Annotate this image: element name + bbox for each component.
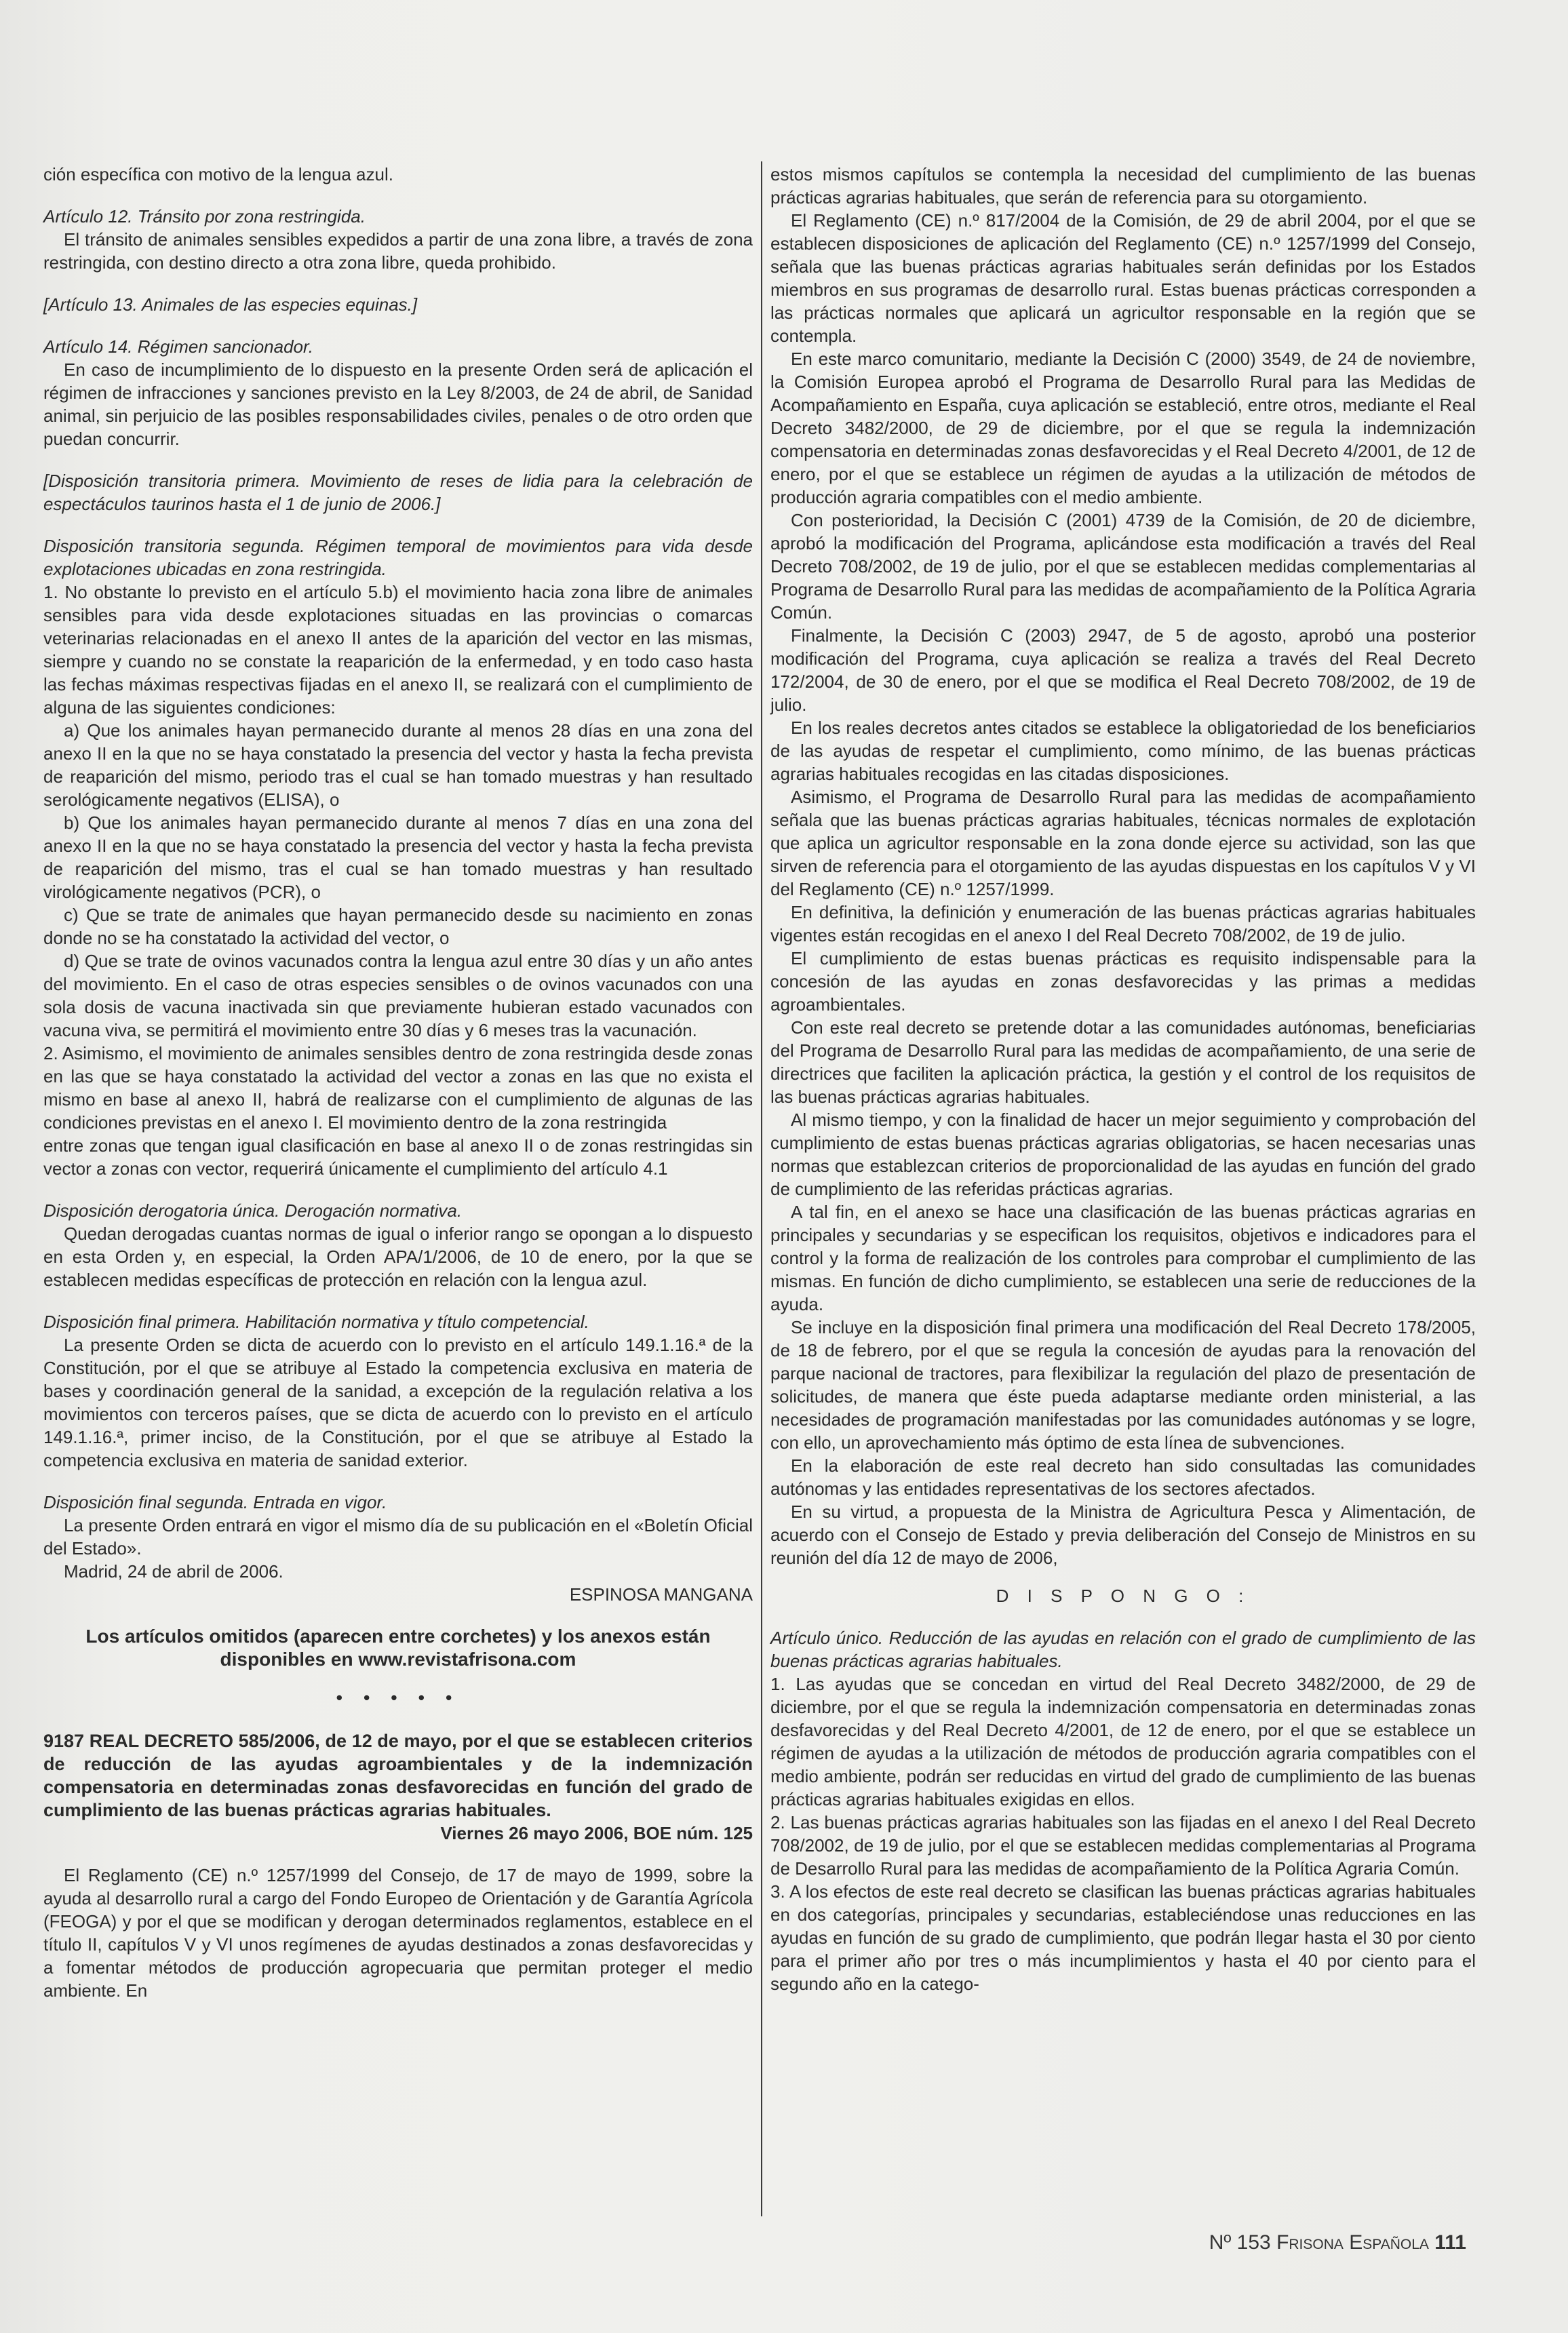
section-heading: Disposición final primera. Habilitación normativa y título competencial.: [43, 1312, 589, 1332]
separator-dots: • • • • •: [336, 1687, 460, 1708]
paragraph: En su virtud, a propuesta de la Ministra de Agricultura Pesca y Alimentación, de acuerdo con el Consejo de Estado y previa deliberación del Consejo de Ministros en su reunión del día 12 de mayo de 2006,: [770, 1502, 1476, 1568]
paragraph: Finalmente, la Decisión C (2003) 2947, de 5 de agosto, aprobó una posterior modificación del Programa, cuya aplicación se realiza a través del Real Decreto 172/2004, de 30 de enero, por el que se modifica el Real Decreto 708/2002, de 19 de julio.: [770, 625, 1476, 715]
paragraph: En los reales decretos antes citados se establece la obligatoriedad de los beneficiarios de las ayudas de respetar el cumplimiento, como mínimo, de las buenas prácticas agrarias habituales recogidas en las citadas disposiciones.: [770, 718, 1476, 784]
paragraph: c) Que se trate de animales que hayan permanecido desde su nacimiento en zonas donde no se ha constatado la actividad del vector, o: [43, 905, 753, 948]
paragraph: El Reglamento (CE) n.º 817/2004 de la Comisión, de 29 de abril 2004, por el que se establecen disposiciones de aplicación del Reglamento (CE) n.º 1257/1999 del Consejo, señala que las buenas prácticas agrarias habituales serán definidas por los Estados miembros en sus programas de desarrollo rural. Estas buenas prácticas corresponden a las prácticas normales que aplicará un agricultor responsable en la región que se contempla.: [770, 210, 1476, 346]
paragraph: Madrid, 24 de abril de 2006.: [64, 1561, 283, 1582]
page-number: 111: [1434, 2231, 1466, 2254]
numbered-paragraph: entre zonas que tengan igual clasificación en base al anexo II o de zonas restringidas sin vector a zonas con vector, requerirá únicamente el cumplimiento del artículo 4.1: [43, 1135, 753, 1179]
publication-date: Viernes 26 mayo 2006, BOE núm. 125: [440, 1823, 753, 1843]
paragraph: En definitiva, la definición y enumeración de las buenas prácticas agrarias habituales vigentes están recogidas en el anexo I del Real Decreto 708/2002, de 19 de julio.: [770, 902, 1476, 945]
paragraph: En este marco comunitario, mediante la Decisión C (2000) 3549, de 24 de noviembre, la Comisión Europea aprobó el Programa de Desarrollo Rural para las Medidas de Acompañamiento en España, cuya aplicación se estableció, entre otros, mediante el Real Decreto 3482/2000, de 29 de diciembre, por el que se regula la indemnización compensatoria en determinadas zonas desfavorecidas y el Real Decreto 4/2001, de 12 de enero, por el que se establece un régimen de ayudas a la utilización de métodos de producción agraria compatibles con el medio ambiente.: [770, 349, 1476, 507]
paragraph: d) Que se trate de ovinos vacunados contra la lengua azul entre 30 días y un año antes del movimiento. En el caso de otras especies sensibles o de ovinos vacunados con una sola dosis de vacuna inactivada sin que previamente hubieran estado vacunados con vacuna viva, se permitirá el movimiento entre 30 días y 6 meses tras la vacunación.: [43, 951, 753, 1040]
numbered-paragraph: 1. No obstante lo previsto en el artículo 5.b) el movimiento hacia zona libre de animales sensibles para vida desde explotaciones situadas en las provincias o comarcas veterinarias relacionadas en el anexo II antes de la aparición del vector en las mismas, siempre y cuando no se constate la reaparición de la enfermedad, y en todo caso hasta las fechas máximas respectivas fijadas en el anexo II, se realizará con el cumplimiento de alguna de las siguientes condiciones:: [43, 582, 753, 718]
numbered-paragraph: 2. Asimismo, el movimiento de animales sensibles dentro de zona restringida desde zonas en las que se haya constatado la actividad del vector a zonas en las que no exista el mismo en base al anexo II, habrá de realizarse con el cumplimiento de algunas de las condiciones previstas en el anexo I. El movimiento dentro de la zona restringida: [43, 1043, 753, 1133]
continued-paragraph: ción específica con motivo de la lengua azul.: [43, 164, 393, 184]
numbered-paragraph: 1. Las ayudas que se concedan en virtud del Real Decreto 3482/2000, de 29 de diciembre, por el que se regula la indemnización compensatoria en determinadas zonas desfavorecidas y del Real Decreto 4/2001, de 12 de enero, por el que se establece un régimen de ayudas a la utilización de métodos de producción agraria compatibles con el medio ambiente, podrán ser reducidas en virtud del grado de cumplimiento de las buenas prácticas agrarias habituales exigidas en ellos.: [770, 1674, 1476, 1809]
section-heading: Disposición derogatoria única. Derogación normativa.: [43, 1200, 463, 1221]
paragraph: La presente Orden entrará en vigor el mismo día de su publicación en el «Boletín Oficial del Estado».: [43, 1515, 753, 1558]
page-footer: [1209, 2231, 1466, 2254]
issue-number: Nº 153: [1209, 2231, 1271, 2254]
paragraph: El tránsito de animales sensibles expedidos a partir de una zona libre, a través de zona restringida, con destino directo a otra zona libre, queda prohibido.: [43, 229, 753, 273]
paragraph: A tal fin, en el anexo se hace una clasificación de las buenas prácticas agrarias en principales y secundarias y se especifican los requisitos, objetivos e indicadores para el control y la forma de realización de los controles para comprobar el cumplimiento de las mismas. En función de dicho cumplimiento, se establecen una serie de reducciones de la ayuda.: [770, 1202, 1476, 1314]
paragraph: Asimismo, el Programa de Desarrollo Rural para las medidas de acompañamiento señala que las buenas prácticas agrarias habituales, técnicas normales de explotación que aplica un agricultor responsable en la zona donde ejerce su actividad, son las que sirven de referencia para el otorgamiento de las ayudas dispuestas en los capítulos V y VI del Reglamento (CE) n.º 1257/1999.: [770, 787, 1476, 899]
right-column: [770, 163, 1476, 1995]
paragraph: En la elaboración de este real decreto han sido consultadas las comunidades autónomas y las entidades representativas de los sectores afectados.: [770, 1455, 1476, 1499]
section-heading: Disposición transitoria segunda. Régimen temporal de movimientos para vida desde explotaciones ubicadas en zona restringida.: [43, 536, 753, 579]
paragraph: Quedan derogadas cuantas normas de igual o inferior rango se opongan a lo dispuesto en esta Orden y, en especial, la Orden APA/1/2006, de 10 de enero, por la que se establecen medidas específicas de protección en relación con la lengua azul.: [43, 1223, 753, 1290]
paragraph: La presente Orden se dicta de acuerdo con lo previsto en el artículo 149.1.16.ª de la Constitución, por el que se atribuye al Estado la competencia exclusiva en materia de bases y coordinación general de la sanidad, a excepción de la regulación relativa a los movimientos con terceros países, que se dicta de acuerdo con lo previsto en el artículo 149.1.16.ª, primer inciso, de la Constitución, por el que se atribuye al Estado la competencia exclusiva en materia de sanidad exterior.: [43, 1335, 753, 1470]
decree-title: 9187 REAL DECRETO 585/2006, de 12 de mayo, por el que se establecen criterios de reducción de las ayudas agroambientales y de la indemnización compensatoria en determinadas zonas desfavorecidas en función del grado de cumplimiento de las buenas prácticas agrarias habituales.: [43, 1731, 753, 1820]
section-heading: Artículo 12. Tránsito por zona restringida.: [43, 206, 366, 227]
paragraph: Se incluye en la disposición final primera una modificación del Real Decreto 178/2005, de 18 de febrero, por el que se regula la concesión de ayudas para la renovación del parque nacional de tractores, para flexibilizar la regulación del plazo de presentación de solicitudes, de manera que éste pueda adaptarse mediante orden ministerial, a las necesidades de programación manifestadas por las comunidades autónomas y se logre, con ello, un aprovechamiento más óptimo de esta línea de subvenciones.: [770, 1317, 1476, 1453]
dispongo-heading: D I S P O N G O :: [996, 1586, 1251, 1606]
continued-paragraph: estos mismos capítulos se contempla la necesidad del cumplimiento de las buenas prácticas agrarias habituales, que serán de referencia para su otorgamiento.: [770, 164, 1476, 208]
omitted-articles-note: Los artículos omitidos (aparecen entre corchetes) y los anexos están disponibles en www.revistafrisona.com: [85, 1626, 711, 1670]
paragraph: En caso de incumplimiento de lo dispuesto en la presente Orden será de aplicación el régimen de infracciones y sanciones previsto en la Ley 8/2003, de 24 de abril, de Sanidad animal, sin perjuicio de las posibles responsabilidades civiles, penales o de otro orden que puedan concurrir.: [43, 359, 753, 449]
paragraph: El Reglamento (CE) n.º 1257/1999 del Consejo, de 17 de mayo de 1999, sobre la ayuda al desarrollo rural a cargo del Fondo Europeo de Orientación y de Garantía Agrícola (FEOGA) y por el que se modifican y derogan determinados reglamentos, establece en el título II, capítulos V y VI unos regímenes de ayudas destinados a zonas desfavorecidas y a fomentar métodos de producción agropecuaria que permitan proteger el medio ambiente. En: [43, 1865, 753, 2001]
paragraph: El cumplimiento de estas buenas prácticas es requisito indispensable para la concesión de las ayudas en zonas desfavorecidas y las primas a medidas agroambientales.: [770, 948, 1476, 1015]
paragraph: a) Que los animales hayan permanecido durante al menos 28 días en una zona del anexo II en la que no se haya constatado la presencia del vector y hasta la fecha prevista de reaparición del mismo, periodo tras el cual se han tomado muestras y han resultado serológicamente negativos (ELISA), o: [43, 720, 753, 810]
section-heading: Artículo único. Reducción de las ayudas en relación con el grado de cumplimiento de las buenas prácticas agrarias habituales.: [770, 1628, 1476, 1671]
paragraph: b) Que los animales hayan permanecido durante al menos 7 días en una zona del anexo II en la que no se haya constatado la presencia del vector y hasta la fecha prevista de reaparición del mismo, tras el cual se han tomado muestras y han resultado virológicamente negativos (PCR), o: [43, 812, 753, 902]
paragraph: Con posterioridad, la Decisión C (2001) 4739 de la Comisión, de 20 de diciembre, aprobó la modificación del Programa, aplicándose esta modificación a través del Real Decreto 708/2002, de 19 de julio, por el que se establecen medidas complementarias al Programa de Desarrollo Rural para las medidas de acompañamiento de la Política Agraria Común.: [770, 510, 1476, 623]
column-divider: [761, 161, 762, 2216]
paragraph: Al mismo tiempo, y con la finalidad de hacer un mejor seguimiento y comprobación del cumplimiento de estas buenas prácticas agrarias obligatorias, se hacen necesarias unas normas que establezcan criterios de proporcionalidad de las ayudas en función del grado de cumplimiento de las referidas prácticas agrarias.: [770, 1110, 1476, 1199]
numbered-paragraph: 3. A los efectos de este real decreto se clasifican las buenas prácticas agrarias habituales en dos categorías, principales y secundarias, estableciéndose unas reducciones en las ayudas en función de su grado de cumplimiento, que podrán llegar hasta el 30 por ciento para el primer año por tres o más incumplimientos y hasta el 40 por ciento para el segundo año en la catego-: [770, 1881, 1476, 1994]
left-column: [43, 163, 753, 2002]
magazine-name: Frisona Española: [1276, 2231, 1429, 2254]
section-heading: Disposición final segunda. Entrada en vigor.: [43, 1492, 387, 1512]
section-heading: [Artículo 13. Animales de las especies equinas.]: [43, 294, 418, 315]
section-heading: [Disposición transitoria primera. Movimiento de reses de lidia para la celebración de espectáculos taurinos hasta el 1 de junio de 2006.]: [43, 471, 753, 514]
paragraph: Con este real decreto se pretende dotar a las comunidades autónomas, beneficiarias del Programa de Desarrollo Rural para las medidas de acompañamiento, de una serie de directrices que faciliten la aplicación práctica, la gestión y el control de los requisitos de las buenas prácticas agrarias habituales.: [770, 1017, 1476, 1107]
numbered-paragraph: 2. Las buenas prácticas agrarias habituales son las fijadas en el anexo I del Real Decreto 708/2002, de 19 de julio, por el que se establecen medidas complementarias al Programa de Desarrollo Rural para las medidas de acompañamiento de la Política Agraria Común.: [770, 1812, 1476, 1879]
section-heading: Artículo 14. Régimen sancionador.: [43, 336, 313, 357]
signature: ESPINOSA MANGANA: [569, 1584, 753, 1605]
